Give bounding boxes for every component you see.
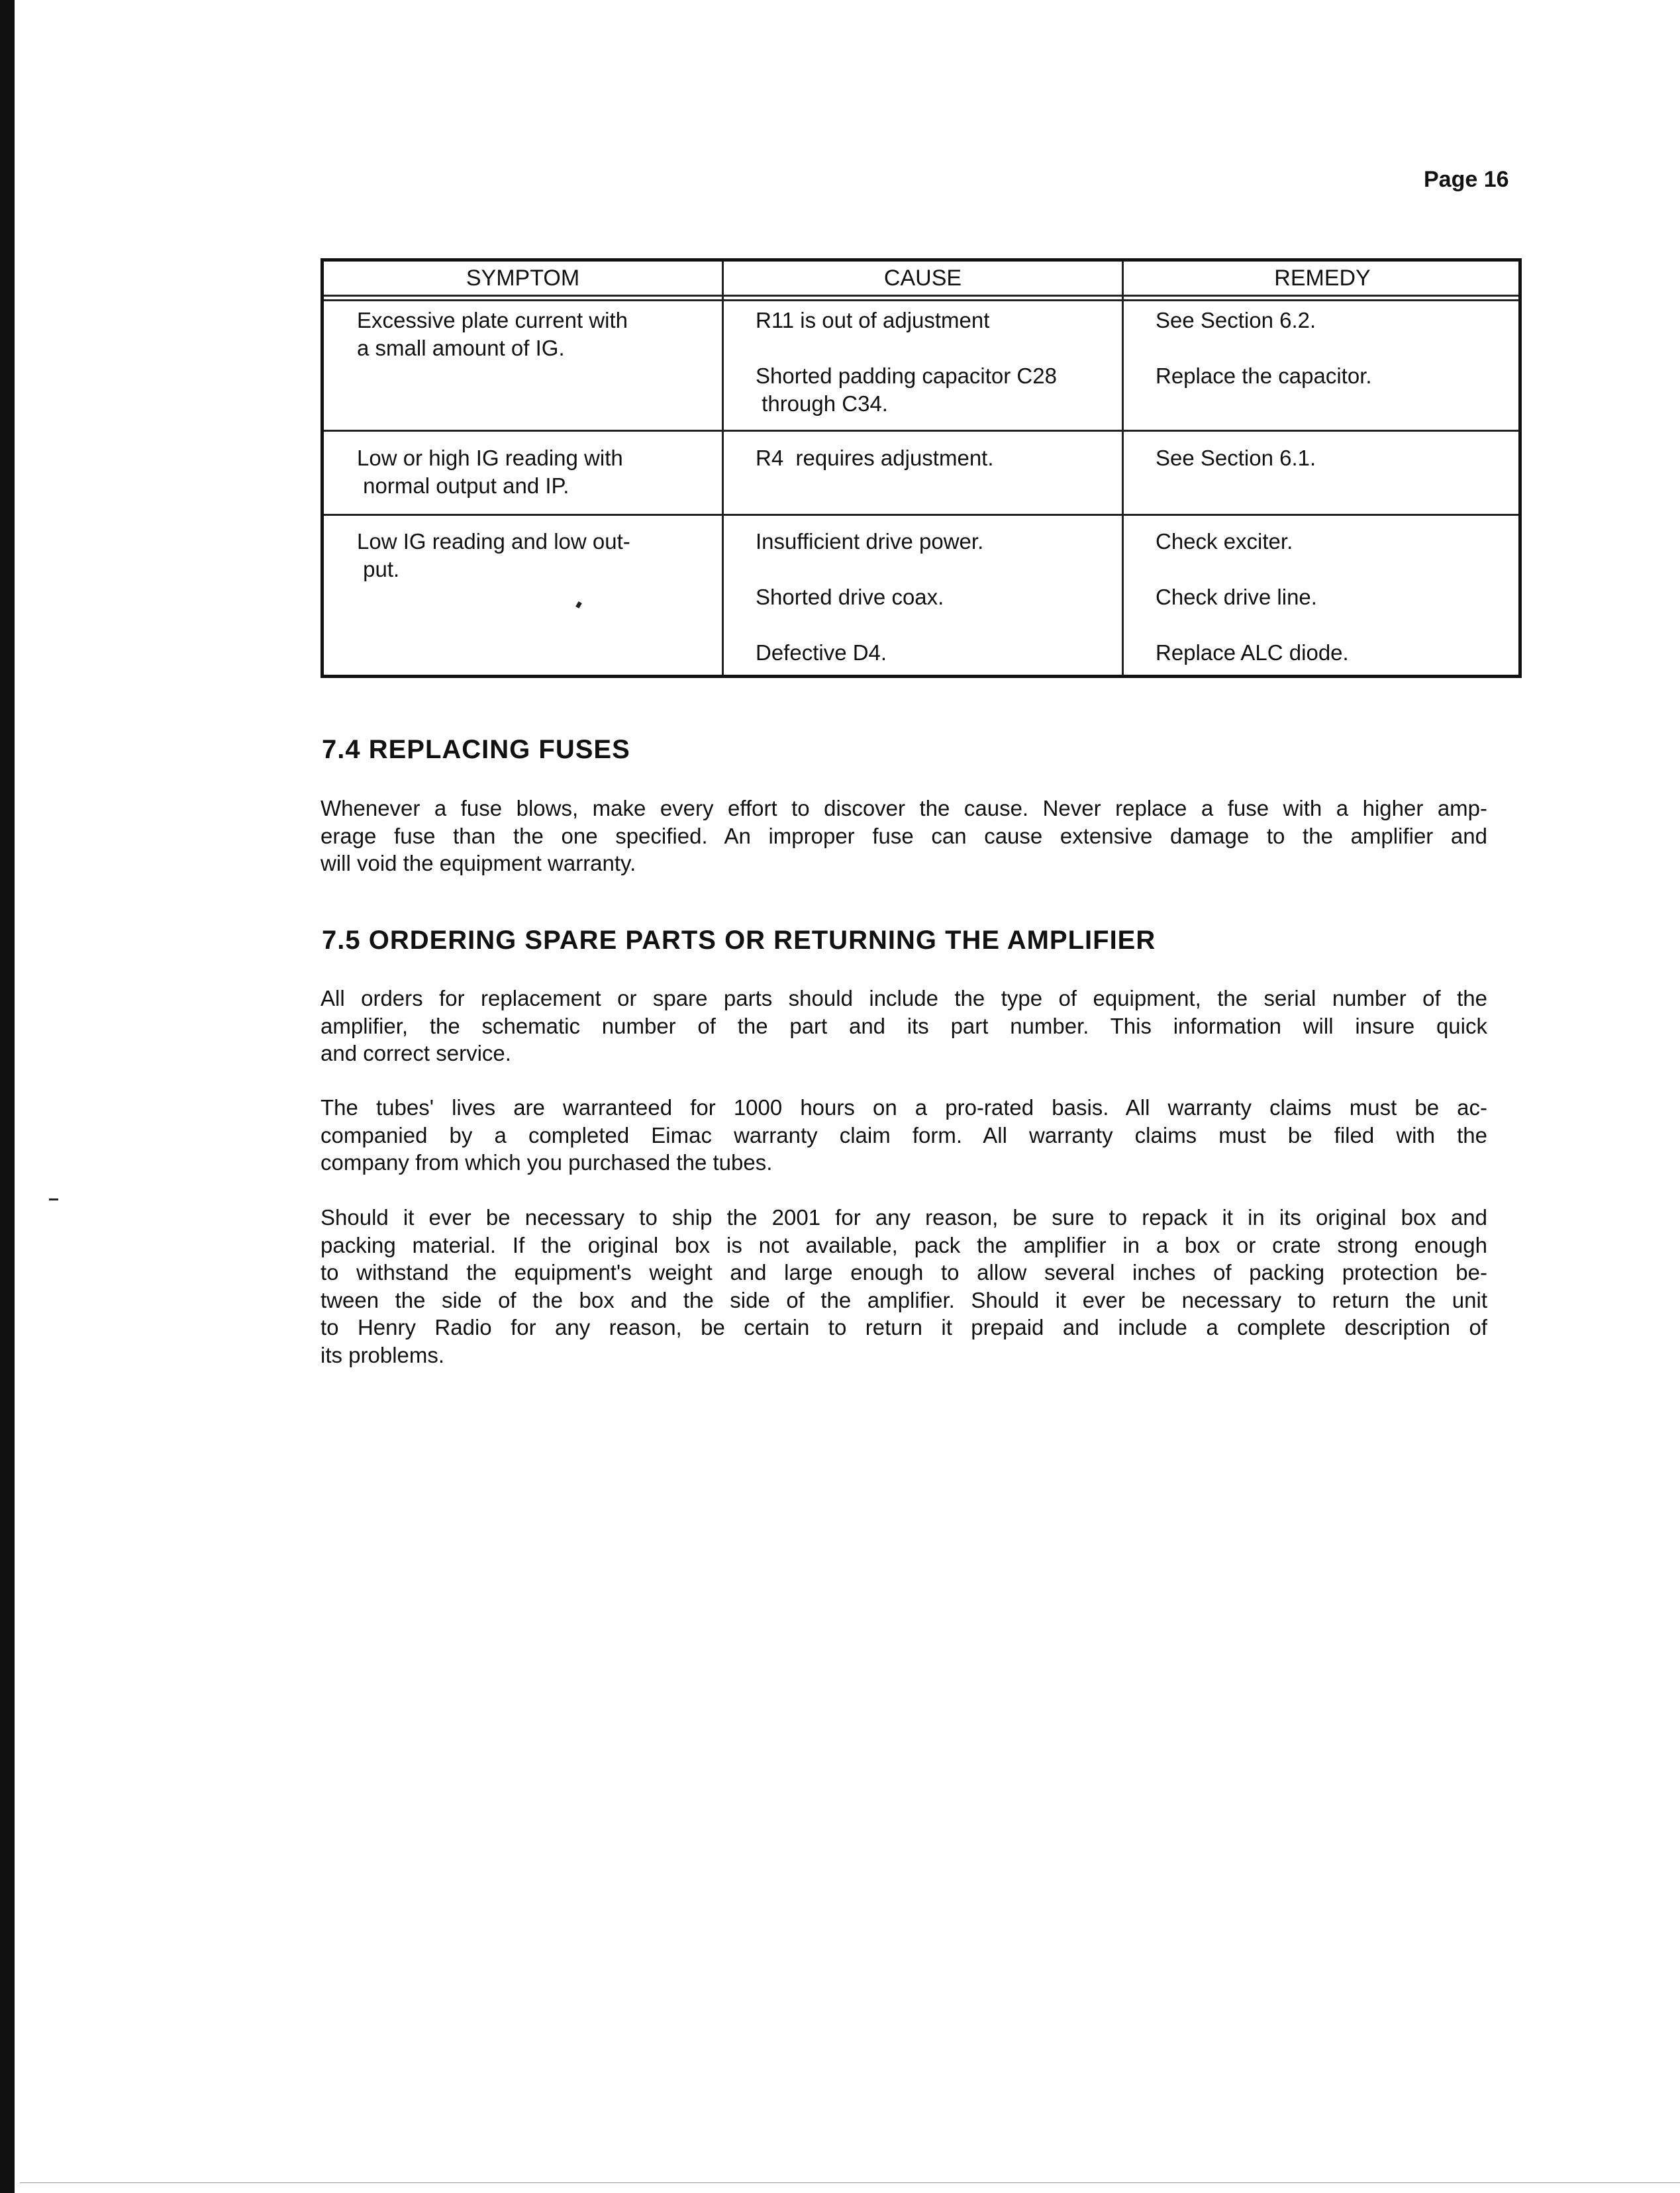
row3-remedy-1: Check exciter.: [1156, 529, 1293, 554]
header-divider-double: [324, 299, 1518, 301]
header-remedy: REMEDY: [1274, 266, 1371, 291]
text-line: All orders for replacement or spare parts should include the type of equipment, the serial number of the: [321, 986, 1487, 1010]
cause-line: R11 is out of adjustment: [756, 308, 990, 332]
text-line: and correct service.: [321, 1041, 511, 1065]
row3-cause-3: Defective D4.: [756, 640, 887, 665]
header-cause: CAUSE: [883, 266, 962, 291]
row1-remedy-2: Replace the capacitor.: [1156, 364, 1372, 388]
row2-cause: [756, 444, 994, 472]
section-7-4-paragraph: [321, 795, 1487, 877]
row1-cause-1: [756, 307, 989, 334]
column-divider: [722, 262, 724, 675]
symptom-line: Excessive plate current with: [357, 308, 628, 332]
row-divider: [324, 430, 1518, 432]
row3-remedy-3: Replace ALC diode.: [1156, 640, 1349, 665]
row1-remedy-1: See Section 6.2.: [1156, 308, 1316, 332]
cause-line: Shorted padding capacitor C28: [756, 364, 1057, 388]
column-divider: [1122, 262, 1124, 675]
section-7-5-heading: 7.5 ORDERING SPARE PARTS OR RETURNING THE AMPLIFIER: [322, 926, 1156, 955]
scan-edge: [0, 0, 15, 2193]
scan-speck: [49, 1198, 58, 1200]
section-7-5-paragraph-1: [321, 985, 1487, 1067]
cause-line: through C34.: [756, 391, 888, 416]
symptom-line: a small amount of IG.: [357, 336, 565, 360]
text-line: companied by a completed Eimac warranty claim form. All warranty claims must be filed with the: [321, 1122, 1487, 1147]
text-line: The tubes' lives are warranteed for 1000 hours on a pro-rated basis. All warranty claims must be ac-: [321, 1095, 1487, 1120]
section-7-5-paragraph-2: [321, 1094, 1487, 1177]
row3-cause-2: Shorted drive coax.: [756, 585, 944, 609]
section-7-5-paragraph-3: [321, 1204, 1487, 1369]
text-line: erage fuse than the one specified. An improper fuse can cause extensive damage to the amplifier and: [321, 823, 1487, 848]
text-line: packing material. If the original box is not available, pack the amplifier in a box or crate strong enough: [321, 1232, 1487, 1257]
text-line: amplifier, the schematic number of the part and its part number. This information will insure quick: [321, 1013, 1487, 1038]
row2-remedy: See Section 6.1.: [1156, 446, 1316, 470]
text-line: will void the equipment warranty.: [321, 851, 636, 875]
scan-speck: [575, 601, 582, 609]
troubleshooting-table: [321, 258, 1522, 678]
cause-line: R4 requires adjustment.: [756, 446, 994, 470]
header-symptom: SYMPTOM: [466, 266, 580, 291]
text-line: Should it ever be necessary to ship the 2001 for any reason, be sure to repack it in its original box and: [321, 1205, 1487, 1230]
row-divider: [324, 514, 1518, 516]
symptom-line: Low or high IG reading with: [357, 446, 623, 470]
text-line: its problems.: [321, 1342, 445, 1367]
symptom-line: normal output and IP.: [357, 473, 569, 498]
row1-symptom: [357, 307, 628, 362]
text-line: Whenever a fuse blows, make every effort to discover the cause. Never replace a fuse with a higher amp-: [321, 796, 1487, 820]
row2-symptom: [357, 444, 623, 500]
page-number: Page 16: [1424, 167, 1509, 192]
header-divider: [324, 295, 1518, 297]
text-line: to withstand the equipment's weight and large enough to allow several inches of packing protection be-: [321, 1260, 1487, 1285]
text-line: company from which you purchased the tubes.: [321, 1150, 773, 1175]
row3-cause-1: Insufficient drive power.: [756, 529, 984, 554]
row3-symptom: [357, 528, 630, 583]
symptom-line: put.: [357, 557, 400, 581]
text-line: tween the side of the box and the side of the amplifier. Should it ever be necessary to return the unit: [321, 1287, 1487, 1312]
row3-remedy-2: Check drive line.: [1156, 585, 1317, 609]
text-line: to Henry Radio for any reason, be certain to return it prepaid and include a complete description of: [321, 1315, 1487, 1340]
row1-cause-2: [756, 362, 1057, 418]
symptom-line: Low IG reading and low out-: [357, 529, 630, 554]
scan-bottom-edge: [20, 2182, 1680, 2183]
section-7-4-heading: 7.4 REPLACING FUSES: [322, 735, 630, 764]
